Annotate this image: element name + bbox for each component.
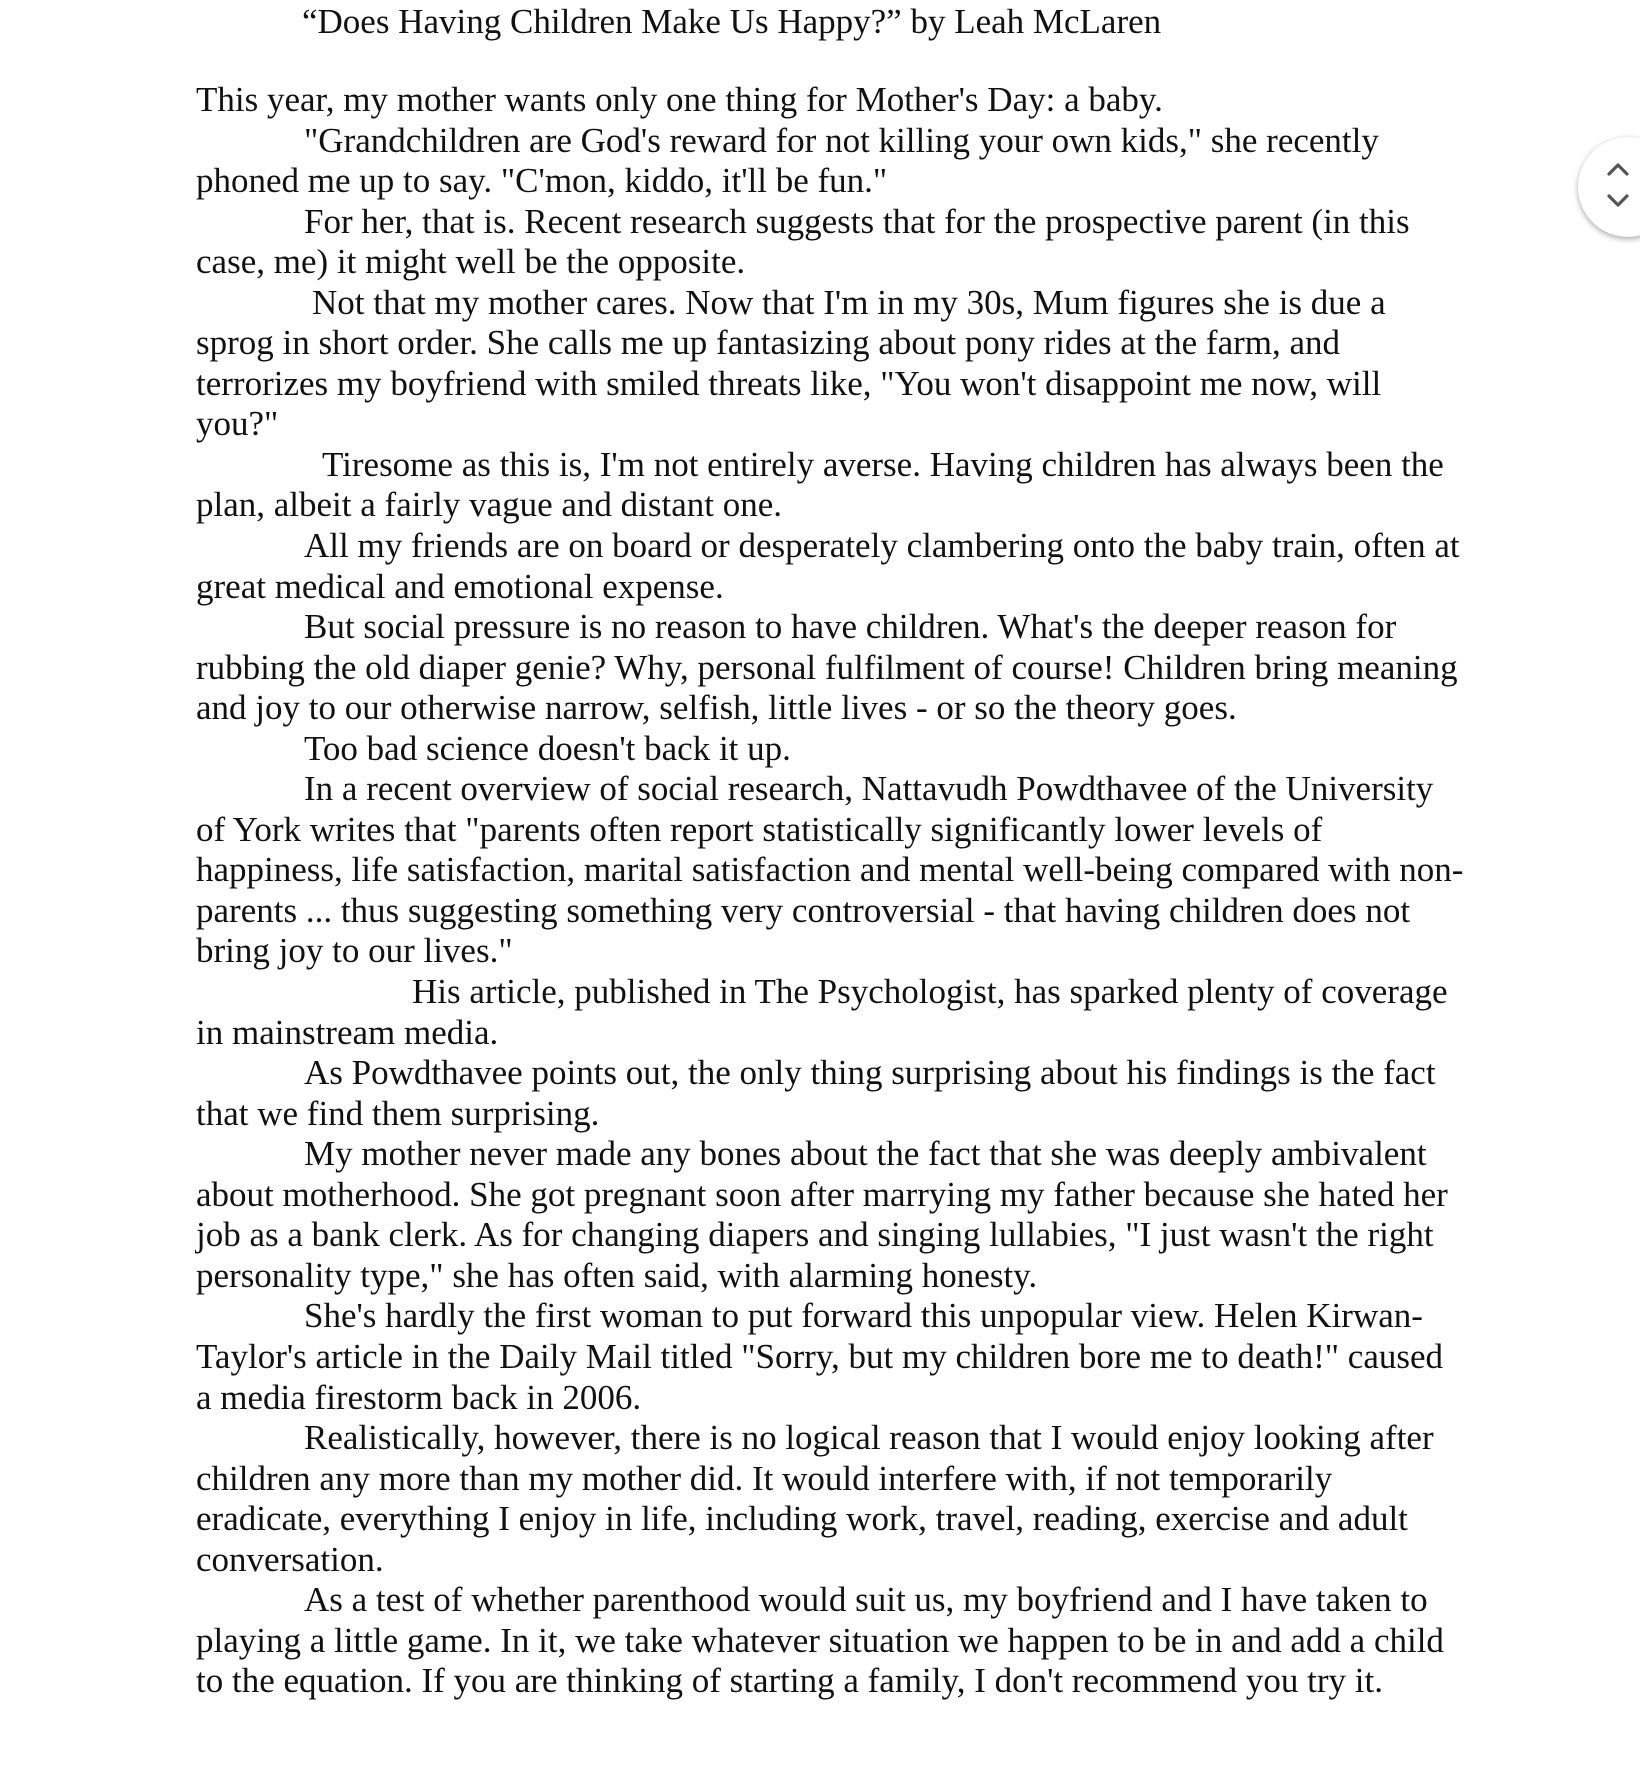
paragraph: For her, that is. Recent research suggests that for the prospective parent (in this case, me) it might well be the opposite. [196,201,1410,282]
paragraph: Realistically, however, there is no logical reason that I would enjoy looking after children any more than my mother did. It would interfere with, if not temporarily eradicate, everything I enjoy in life, including work, travel, reading, exercise and adult conversation. [196,1418,1434,1579]
chevron-up-icon[interactable] [1606,161,1630,177]
paragraph: Too bad science doesn't back it up. [304,728,791,768]
paragraph: This year, my mother wants only one thing for Mother's Day: a baby. [196,80,1163,119]
document-body [196,80,1466,1702]
paragraph: She's hardly the first woman to put forward this unpopular view. Helen Kirwan-Taylor's article in the Daily Mail titled "Sorry, but my children bore me to death!" caused a media firestorm back in 2006. [196,1296,1444,1417]
paragraph: His article, published in The Psychologist, has sparked plenty of coverage in mainstream media. [196,972,1448,1052]
paragraph: In a recent overview of social research, Nattavudh Powdthavee of the University of York writes that "parents often report statistically significantly lower levels of happiness, life satisfaction, marital satisfaction and mental well-being compared with non-parents ... thus suggesting something very controversial - that having children does not bring joy to our lives." [196,769,1464,971]
paragraph: As a test of whether parenthood would suit us, my boyfriend and I have taken to playing a little game. In it, we take whatever situation we happen to be in and add a child to the equation. If you are thinking of starting a family, I don't recommend you try it. [196,1580,1444,1701]
paragraph: As Powdthavee points out, the only thing surprising about his findings is the fact that we find them surprising. [196,1053,1436,1133]
chevron-down-icon[interactable] [1606,193,1630,209]
paragraph: All my friends are on board or desperately clambering onto the baby train, often at great medical and emotional expense. [196,526,1460,606]
paragraph: Not that my mother cares. Now that I'm in my 30s, Mum figures she is due a sprog in short order. She calls me up fantasizing about pony rides at the farm, and terrorizes my boyfriend with smiled threats like, "You won't disappoint me now, will you?" [196,282,1386,444]
paragraph: Tiresome as this is, I'm not entirely averse. Having children has always been the plan, albeit a fairly vague and distant one. [196,444,1444,525]
paragraph: My mother never made any bones about the fact that she was deeply ambivalent about motherhood. She got pregnant soon after marrying my father because she hated her job as a bank clerk. As for changing diapers and singing lullabies, "I just wasn't the right personality type," she has often said, with alarming honesty. [196,1134,1448,1295]
document-title: “Does Having Children Make Us Happy?” by Leah McLaren [302,2,1162,41]
paragraph: But social pressure is no reason to have children. What's the deeper reason for rubbing the old diaper genie? Why, personal fulfilment of course! Children bring meaning and joy to our otherwise narrow, selfish, little lives - or so the theory goes. [196,607,1458,728]
page-scroll-control[interactable] [1578,137,1640,237]
paragraph: "Grandchildren are God's reward for not killing your own kids," she recently phoned me up to say. "C'mon, kiddo, it'll be fun." [196,120,1379,201]
